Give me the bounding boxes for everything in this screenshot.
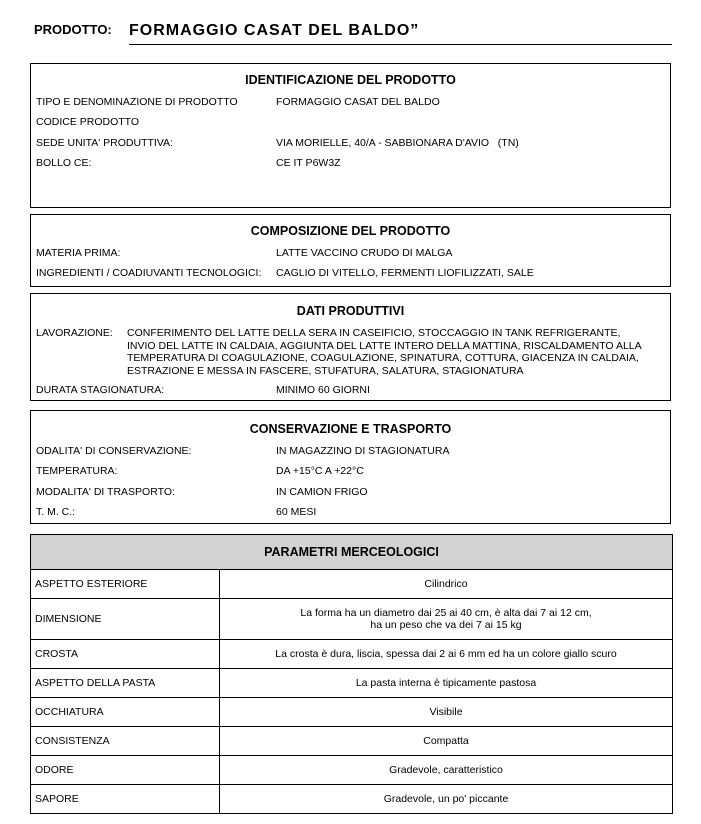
row-value: 60 MESI [276, 506, 317, 518]
param-value: Visibile [220, 698, 673, 727]
durata-value: MINIMO 60 GIORNI [276, 384, 370, 396]
table-row [31, 640, 673, 669]
param-label: ASPETTO DELLA PASTA [31, 669, 220, 698]
lavorazione-text [127, 327, 667, 377]
table-row [31, 727, 673, 756]
param-label: SAPORE [31, 785, 220, 814]
table-row [31, 599, 673, 640]
row-label: INGREDIENTI / COADIUVANTI TECNOLOGICI: [36, 267, 262, 279]
composizione-section [30, 214, 671, 287]
row-label: MATERIA PRIMA: [36, 247, 121, 259]
section-title: CONSERVAZIONE E TRASPORTO [249, 422, 452, 436]
dati-produttivi-section [30, 293, 671, 401]
param-value: La crosta è dura, liscia, spessa dai 2 ai 6 mm ed ha un colore giallo scuro [220, 640, 673, 669]
param-value: Gradevole, un po' piccante [220, 785, 673, 814]
table-row [31, 756, 673, 785]
param-value: Cilindrico [220, 570, 673, 599]
row-value: LATTE VACCINO CRUDO DI MALGA [276, 247, 453, 259]
param-label: OCCHIATURA [31, 698, 220, 727]
row-label: MODALITA' DI TRASPORTO: [36, 486, 175, 498]
lavorazione-line: ESTRAZIONE E MESSA IN FASCERE, STUFATURA, SALATURA, STAGIONATURA [127, 364, 524, 377]
param-label: ASPETTO ESTERIORE [31, 570, 220, 599]
row-label: SEDE UNITA' PRODUTTIVA: [36, 137, 173, 149]
param-value [220, 599, 673, 640]
row-label: TIPO E DENOMINAZIONE DI PRODOTTO [36, 96, 238, 108]
table-row [31, 698, 673, 727]
row-value: DA +15°C A +22°C [276, 465, 364, 477]
table-row [31, 785, 673, 814]
row-label: ODALITA' DI CONSERVAZIONE: [36, 445, 192, 457]
lavorazione-line: CONFERIMENTO DEL LATTE DELLA SERA IN CASEIFICIO, STOCCAGGIO IN TANK REFRIGERANTE, [127, 327, 621, 339]
product-name: FORMAGGIO CASAT DEL BALDO” [129, 18, 672, 45]
param-label: ODORE [31, 756, 220, 785]
param-value: La pasta interna è tipicamente pastosa [220, 669, 673, 698]
table-row [31, 570, 673, 599]
lavorazione-label: LAVORAZIONE: [36, 327, 113, 339]
lavorazione-line: INVIO DEL LATTE IN CALDAIA, AGGIUNTA DEL LATTE INTERO DELLA MATTINA, RISCALDAMENTO ALLA [127, 339, 642, 352]
table-title: PARAMETRI MERCEOLOGICI [31, 535, 673, 570]
param-value: Gradevole, caratteristico [220, 756, 673, 785]
param-value-line: ha un peso che va dei 7 ai 15 kg [370, 619, 522, 631]
row-value: IN CAMION FRIGO [276, 486, 368, 498]
param-value-line: La forma ha un diametro dai 25 ai 40 cm, è alta dai 7 ai 12 cm, [300, 606, 592, 619]
row-value: VIA MORIELLE, 40/A - SABBIONARA D'AVIO (TN) [276, 137, 519, 149]
param-label: CROSTA [31, 640, 220, 669]
param-label: DIMENSIONE [31, 599, 220, 640]
identificazione-section [30, 63, 671, 208]
durata-label: DURATA STAGIONATURA: [36, 384, 165, 396]
product-label: PRODOTTO: [34, 22, 112, 37]
param-value: Compatta [220, 727, 673, 756]
table-header-row [31, 535, 673, 570]
section-title: DATI PRODUTTIVI [296, 304, 405, 318]
row-value: CAGLIO DI VITELLO, FERMENTI LIOFILIZZATI, SALE [276, 267, 534, 279]
row-value: FORMAGGIO CASAT DEL BALDO [276, 96, 440, 108]
product-header [34, 18, 672, 46]
lavorazione-line: TEMPERATURA DI COAGULAZIONE, COAGULAZIONE, SPINATURA, COTTURA, GIACENZA IN CALDAIA, [127, 352, 639, 365]
param-label: CONSISTENZA [31, 727, 220, 756]
row-label: T. M. C.: [36, 506, 76, 518]
row-label: BOLLO CE: [36, 157, 92, 169]
row-value: CE IT P6W3Z [276, 157, 341, 169]
row-label: TEMPERATURA: [36, 465, 118, 477]
row-value: IN MAGAZZINO DI STAGIONATURA [276, 445, 450, 457]
conservazione-section [30, 410, 671, 524]
table-row [31, 669, 673, 698]
row-label: CODICE PRODOTTO [36, 116, 140, 128]
section-title: IDENTIFICAZIONE DEL PRODOTTO [245, 73, 456, 87]
section-title: COMPOSIZIONE DEL PRODOTTO [250, 224, 451, 238]
parametri-table [30, 534, 673, 814]
